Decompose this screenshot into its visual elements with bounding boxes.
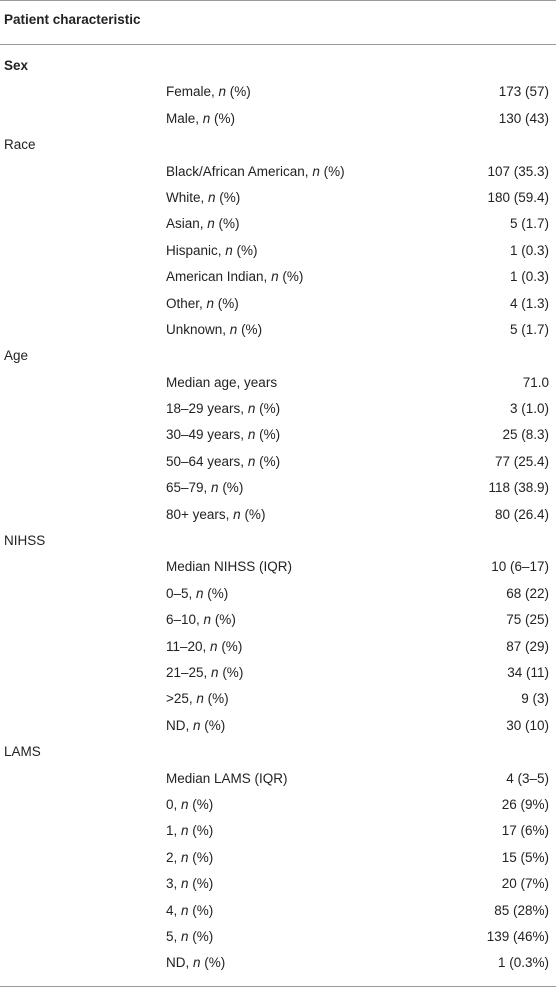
row-value: 5 (1.7) (509, 216, 549, 232)
row-value: 4 (3–5) (506, 770, 549, 786)
category-label: Race (4, 137, 36, 153)
table-row (0, 635, 556, 661)
row-label-text: 2, (166, 849, 182, 865)
category-label: Age (4, 348, 29, 364)
row-label-n: n (193, 717, 201, 733)
row-label (166, 771, 288, 786)
category-label: NIHSS (4, 533, 46, 549)
row-value: 25 (8.3) (502, 427, 549, 443)
table-row (0, 80, 556, 106)
row-label-text: >25, (166, 691, 197, 707)
row-label (166, 111, 235, 126)
row-label (166, 797, 213, 812)
row-value: 139 (46%) (486, 928, 549, 944)
row-label-suffix: (%) (232, 242, 258, 258)
table-row (0, 292, 556, 318)
row-label-suffix: (%) (215, 189, 241, 205)
row-label-suffix: (%) (240, 506, 266, 522)
row-label-n: n (196, 585, 204, 601)
table-row (0, 160, 556, 186)
row-label-n: n (233, 506, 241, 522)
row-label-text: American Indian, (166, 269, 272, 285)
row-label (166, 480, 243, 495)
row-label (166, 427, 280, 442)
row-label-n: n (210, 638, 218, 654)
row-value: 118 (38.9) (488, 480, 549, 496)
category-row (0, 54, 556, 80)
row-value: 80 (26.4) (494, 506, 549, 522)
table-row (0, 661, 556, 687)
row-label-n: n (271, 269, 279, 285)
row-label (166, 164, 345, 179)
row-label-n: n (312, 163, 320, 179)
row-label-n: n (211, 480, 219, 496)
row-label-suffix: (%) (255, 427, 281, 443)
row-label-text: 30–49 years, (166, 427, 248, 443)
row-label-text: 1, (166, 823, 182, 839)
row-label-text: 0–5, (166, 585, 197, 601)
row-value: 30 (10) (506, 717, 549, 733)
row-label-n: n (211, 664, 219, 680)
row-value: 85 (28%) (494, 902, 549, 918)
table-row (0, 899, 556, 925)
table-row (0, 846, 556, 872)
row-label-text: 80+ years, (166, 506, 234, 522)
row-label (166, 850, 213, 865)
row-label-n: n (208, 189, 216, 205)
row-label-text: Median age, years (166, 374, 278, 390)
row-value: 1 (0.3) (509, 242, 549, 258)
table-row (0, 186, 556, 212)
row-label-suffix: (%) (217, 638, 243, 654)
row-label-text: Hispanic, (166, 242, 226, 258)
row-label-text: White, (166, 189, 209, 205)
row-value: 15 (5%) (501, 849, 549, 865)
category-row (0, 529, 556, 555)
row-label (166, 243, 258, 258)
row-label-text: 21–25, (166, 664, 212, 680)
row-label-n: n (229, 321, 238, 337)
table-row (0, 423, 556, 449)
row-label-text: 50–64 years, (166, 453, 248, 469)
row-label (166, 322, 262, 337)
row-label-n: n (247, 401, 256, 417)
row-label (166, 929, 213, 944)
row-label (166, 269, 303, 284)
row-label-suffix: (%) (214, 216, 240, 232)
table-row (0, 819, 556, 845)
row-value: 5 (1.7) (509, 321, 549, 337)
row-label (166, 586, 228, 601)
table-row (0, 582, 556, 608)
row-label-text: ND, (166, 955, 193, 971)
row-label-text: Median NIHSS (IQR) (166, 559, 293, 575)
row-label-suffix: (%) (188, 823, 214, 839)
table-row (0, 687, 556, 713)
row-label (166, 955, 225, 970)
category-label: Sex (4, 58, 29, 73)
row-value: 107 (35.3) (487, 163, 549, 179)
table-header-rule (0, 44, 556, 45)
table-bottom-rule (0, 986, 556, 987)
row-label-text: ND, (166, 717, 193, 733)
row-label-n: n (181, 876, 189, 892)
row-label-text: Male, (166, 110, 203, 126)
row-label-suffix: (%) (200, 717, 226, 733)
row-value: 20 (7%) (501, 876, 549, 892)
row-label (166, 612, 236, 627)
row-label (166, 216, 240, 231)
row-label (166, 639, 242, 654)
row-label-n: n (207, 216, 215, 232)
row-label-suffix: (%) (211, 612, 236, 628)
row-value: 71.0 (522, 374, 549, 390)
row-label (166, 84, 251, 99)
row-label-suffix: (%) (226, 84, 251, 100)
row-label-suffix: (%) (188, 928, 214, 944)
table-row (0, 107, 556, 133)
table-row (0, 767, 556, 793)
row-value: 77 (25.4) (494, 453, 549, 469)
table-top-rule (0, 0, 556, 1)
row-label-suffix: (%) (255, 453, 281, 469)
row-label (166, 823, 213, 838)
table-row (0, 397, 556, 423)
row-value: 9 (3) (521, 691, 549, 707)
row-label-n: n (203, 612, 212, 628)
row-value: 87 (29) (506, 638, 549, 654)
row-value: 26 (9%) (501, 796, 549, 812)
row-label-suffix: (%) (200, 955, 226, 971)
table-row (0, 212, 556, 238)
table-row (0, 450, 556, 476)
row-value: 1 (0.3) (509, 269, 549, 285)
row-label-n: n (218, 84, 227, 100)
table-header: Patient characteristic (4, 12, 141, 27)
row-value: 34 (11) (507, 664, 549, 680)
row-value: 180 (59.4) (487, 189, 549, 205)
row-value: 17 (6%) (501, 823, 549, 839)
category-row (0, 344, 556, 370)
table-row (0, 951, 556, 977)
row-label-suffix: (%) (203, 691, 229, 707)
table-row (0, 555, 556, 581)
row-label (166, 559, 292, 574)
row-label-suffix: (%) (188, 796, 214, 812)
row-label-n: n (181, 928, 189, 944)
row-label-n: n (206, 295, 215, 311)
row-label (166, 665, 243, 680)
row-label-text: 0, (166, 796, 182, 812)
table-row (0, 318, 556, 344)
row-label-text: Asian, (166, 216, 208, 232)
table-row (0, 503, 556, 529)
row-label (166, 718, 225, 733)
row-label-text: Unknown, (166, 321, 230, 337)
row-value: 173 (57) (498, 84, 549, 100)
row-value: 75 (25) (506, 612, 549, 628)
table-row (0, 239, 556, 265)
table-row (0, 793, 556, 819)
row-label (166, 190, 240, 205)
table-body (0, 54, 556, 978)
row-label-text: 3, (166, 876, 182, 892)
row-label-suffix: (%) (188, 876, 214, 892)
row-label-suffix: (%) (278, 269, 304, 285)
row-label-n: n (193, 955, 201, 971)
row-label (166, 507, 265, 522)
row-label-n: n (181, 849, 189, 865)
category-label: LAMS (4, 744, 41, 760)
table-row (0, 476, 556, 502)
row-label-suffix: (%) (203, 585, 229, 601)
row-label-n: n (181, 796, 189, 812)
table-row (0, 714, 556, 740)
row-label-n: n (196, 691, 204, 707)
category-row (0, 133, 556, 159)
row-label-text: Female, (166, 84, 219, 100)
row-label-suffix: (%) (255, 401, 281, 417)
table-row (0, 925, 556, 951)
row-label-n: n (247, 453, 256, 469)
row-label (166, 454, 280, 469)
row-label (166, 401, 280, 416)
row-label-text: 6–10, (166, 612, 204, 628)
row-label-text: 11–20, (166, 638, 211, 654)
row-label-suffix: (%) (214, 295, 239, 311)
row-label-text: Other, (166, 295, 207, 311)
row-label-text: 65–79, (166, 480, 212, 496)
row-value: 10 (6–17) (491, 559, 549, 575)
row-label-n: n (202, 110, 211, 126)
table-row (0, 608, 556, 634)
row-label (166, 691, 229, 706)
row-label-suffix: (%) (188, 849, 214, 865)
row-label-n: n (181, 823, 189, 839)
row-label-suffix: (%) (218, 480, 244, 496)
row-label-text: Black/African American, (166, 163, 313, 179)
row-label-suffix: (%) (188, 902, 214, 918)
row-value: 68 (22) (506, 585, 549, 601)
row-value: 1 (0.3%) (497, 955, 549, 971)
category-row (0, 740, 556, 766)
row-label-n: n (225, 242, 233, 258)
row-value: 130 (43) (498, 110, 549, 126)
row-value: 3 (1.0) (509, 401, 549, 417)
row-label (166, 876, 213, 891)
row-label-n: n (247, 427, 256, 443)
row-label-suffix: (%) (210, 110, 236, 126)
row-label-n: n (181, 902, 189, 918)
table-row (0, 265, 556, 291)
table-row (0, 872, 556, 898)
row-label-suffix: (%) (319, 163, 345, 179)
row-label (166, 903, 213, 918)
row-label-text: Median LAMS (IQR) (166, 770, 288, 786)
row-value: 4 (1.3) (509, 295, 549, 311)
row-label (166, 375, 277, 390)
row-label-text: 5, (166, 928, 182, 944)
row-label-suffix: (%) (218, 664, 244, 680)
row-label-text: 4, (166, 902, 182, 918)
row-label-suffix: (%) (237, 321, 263, 337)
row-label-text: 18–29 years, (166, 401, 248, 417)
row-label (166, 296, 239, 311)
table-row (0, 371, 556, 397)
